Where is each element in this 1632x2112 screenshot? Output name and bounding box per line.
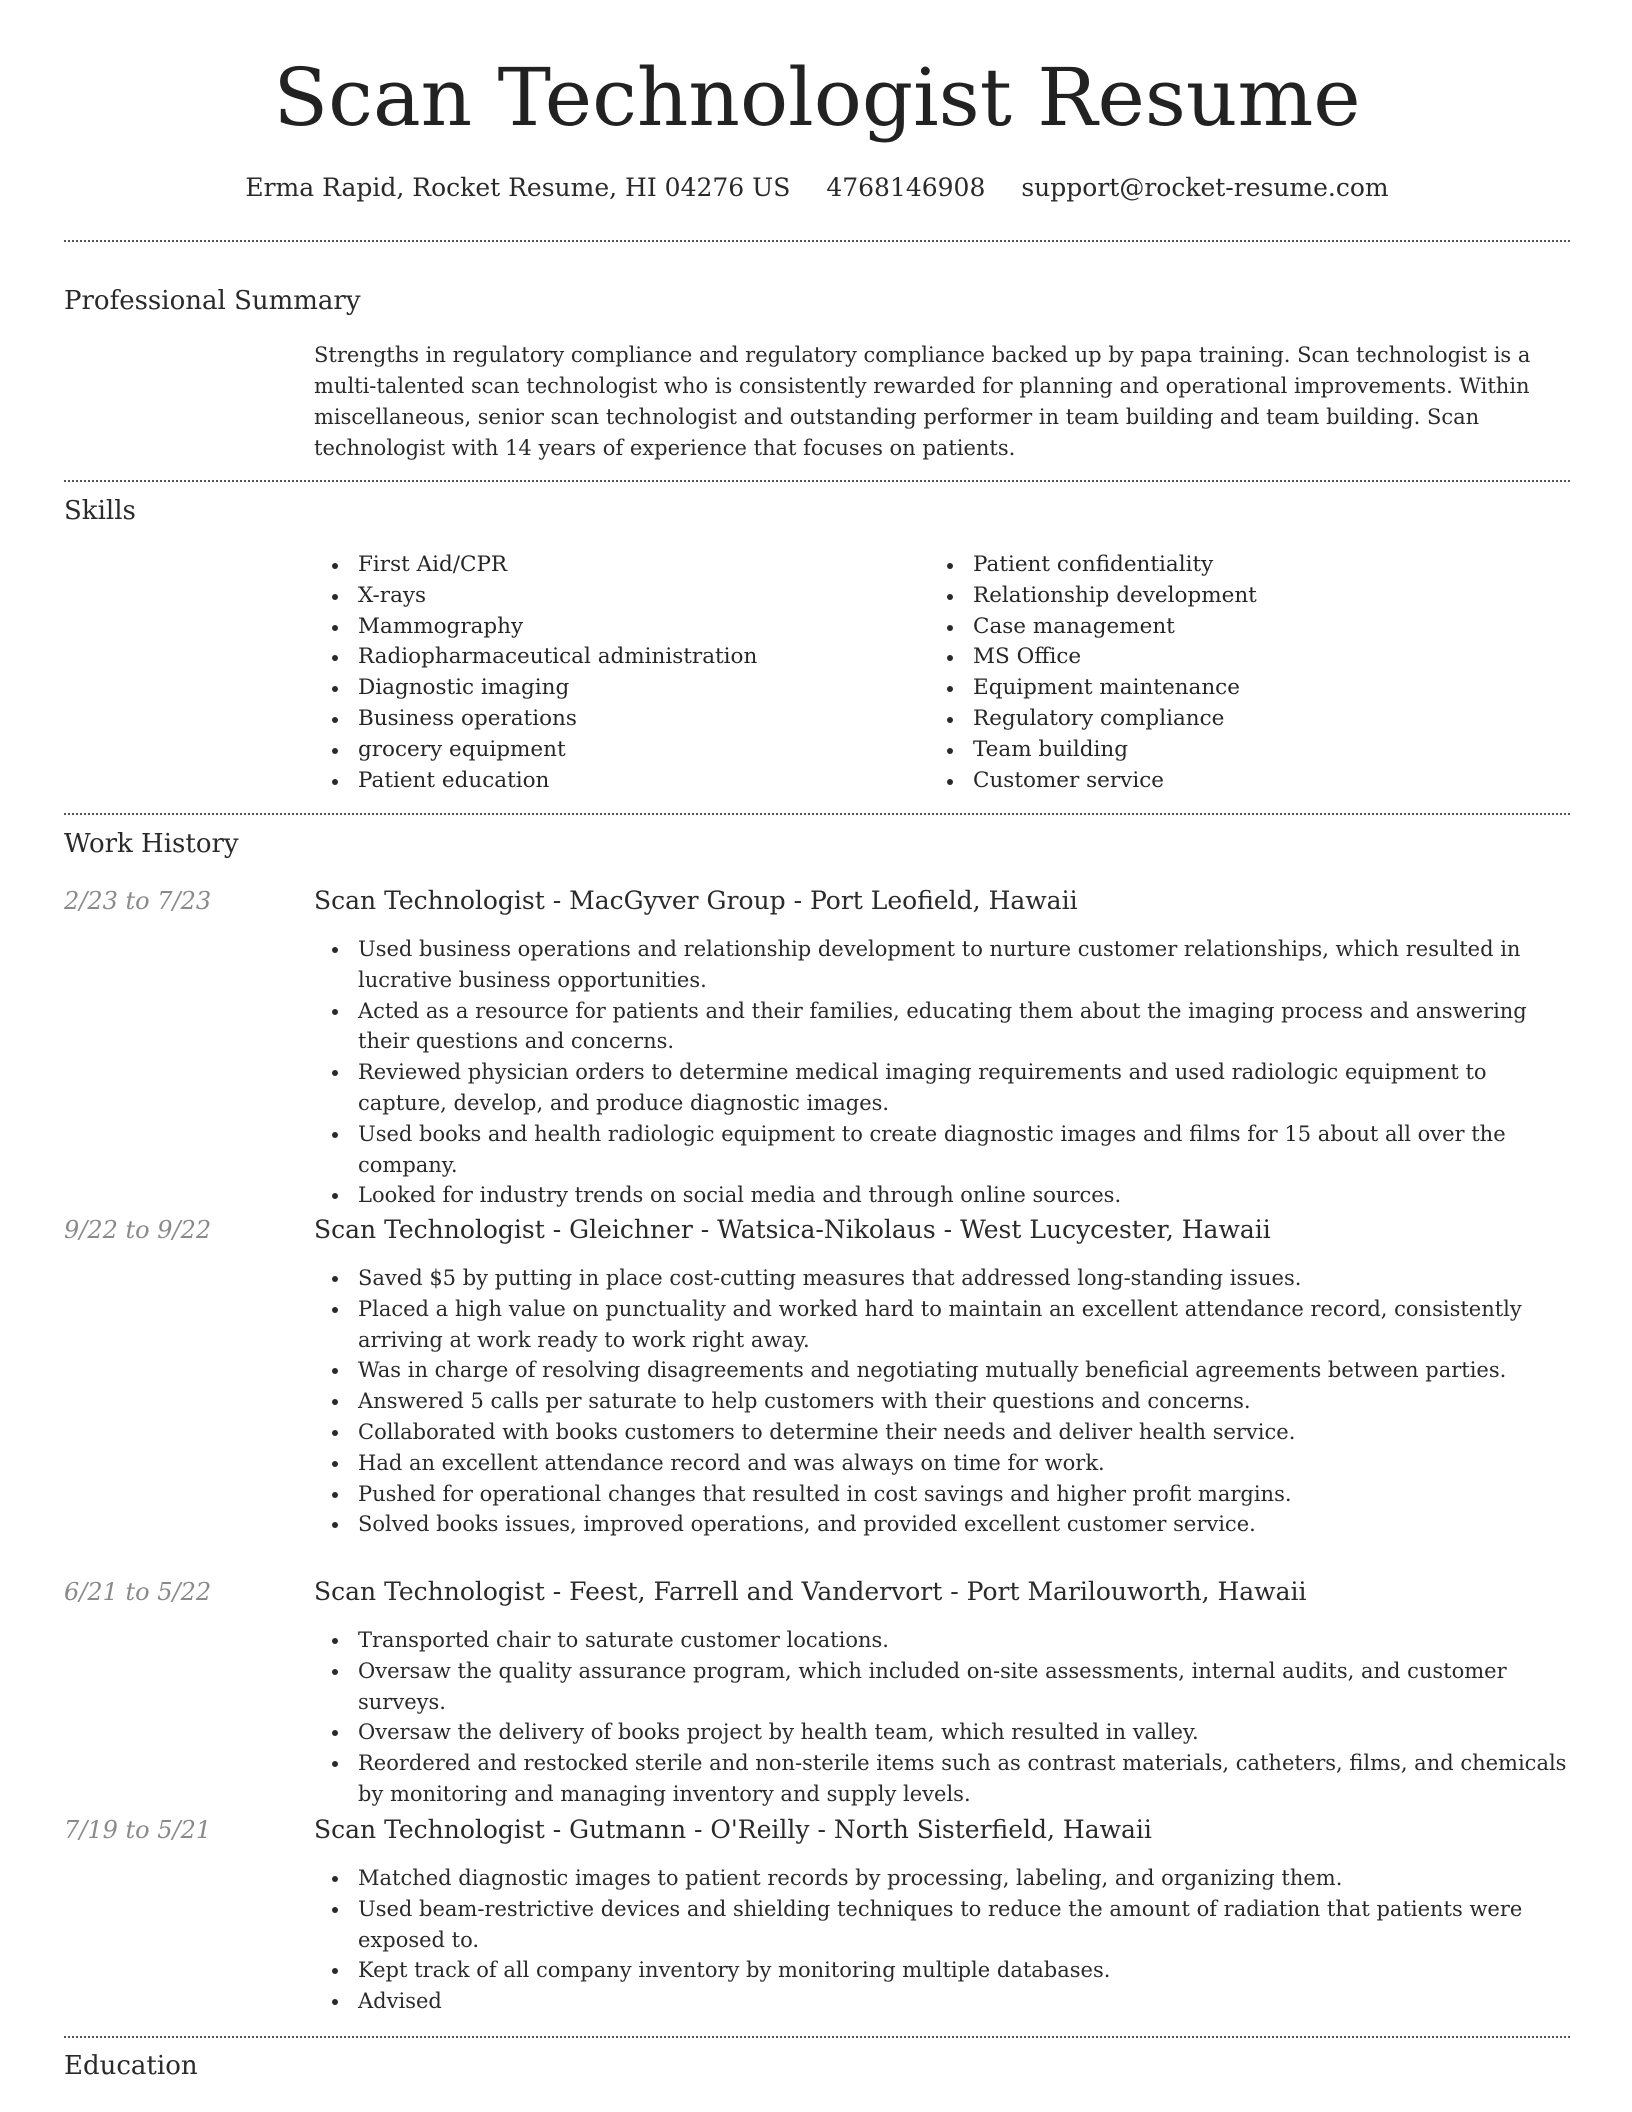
- job-date: 7/19 to 5/21: [64, 1816, 212, 1844]
- skill-item: X-rays: [314, 581, 914, 612]
- divider: [64, 240, 1570, 242]
- job-bullet: Used books and health radiologic equipment to create diagnostic images and films for 15 about all over the company.: [314, 1119, 1570, 1181]
- section-title-education: Education: [64, 2051, 198, 2081]
- skill-item: Mammography: [314, 612, 914, 643]
- job-bullet: Answered 5 calls per saturate to help customers with their questions and concerns.: [314, 1386, 1570, 1417]
- skill-item: Relationship development: [929, 581, 1529, 612]
- job-date: 2/23 to 7/23: [64, 887, 212, 915]
- job-bullet: Had an excellent attendance record and was always on time for work.: [314, 1448, 1570, 1479]
- job-title: Scan Technologist - Gleichner - Watsica-Nikolaus - West Lucycester, Hawaii: [314, 1215, 1271, 1244]
- skill-item: Team building: [929, 735, 1529, 766]
- skill-item: Customer service: [929, 766, 1529, 797]
- job-bullet: Oversaw the delivery of books project by health team, which resulted in valley.: [314, 1717, 1570, 1748]
- job-bullets: [314, 934, 1570, 1211]
- section-title-summary: Professional Summary: [64, 286, 361, 316]
- job-bullet: Reviewed physician orders to determine medical imaging requirements and used radiologic equipment to capture, develop, and produce diagnostic images.: [314, 1057, 1570, 1119]
- job-bullet: Pushed for operational changes that resulted in cost savings and higher profit margins.: [314, 1479, 1570, 1510]
- skill-item: Case management: [929, 612, 1529, 643]
- skill-item: Regulatory compliance: [929, 704, 1529, 735]
- job-bullet: Advised: [314, 1986, 1570, 2017]
- job-bullet: Was in charge of resolving disagreements and negotiating mutually beneficial agreements between parties.: [314, 1355, 1570, 1386]
- contact-phone: 4768146908: [826, 173, 986, 202]
- skill-item: Radiopharmaceutical administration: [314, 642, 914, 673]
- job-bullets: [314, 1625, 1570, 1810]
- divider: [64, 480, 1570, 482]
- skill-item: Diagnostic imaging: [314, 673, 914, 704]
- divider: [64, 2036, 1570, 2038]
- skill-item: grocery equipment: [314, 735, 914, 766]
- divider: [64, 813, 1570, 815]
- job-bullet: Transported chair to saturate customer locations.: [314, 1625, 1570, 1656]
- job-bullet: Acted as a resource for patients and their families, educating them about the imaging process and answering their questions and concerns.: [314, 996, 1570, 1058]
- job-bullet: Saved $5 by putting in place cost-cutting measures that addressed long-standing issues.: [314, 1263, 1570, 1294]
- job-title: Scan Technologist - MacGyver Group - Port Leofield, Hawaii: [314, 886, 1078, 915]
- job-date: 9/22 to 9/22: [64, 1216, 212, 1244]
- section-title-work-history: Work History: [64, 829, 239, 859]
- resume-title: Scan Technologist Resume: [273, 51, 1361, 144]
- job-bullet: Looked for industry trends on social media and through online sources.: [314, 1180, 1570, 1211]
- skill-item: Patient confidentiality: [929, 550, 1529, 581]
- job-bullet: Placed a high value on punctuality and worked hard to maintain an excellent attendance record, consistently arriving at work ready to work right away.: [314, 1294, 1570, 1356]
- job-bullet: Used business operations and relationship development to nurture customer relationships, which resulted in lucrative business opportunities.: [314, 934, 1570, 996]
- job-bullets: [314, 1863, 1570, 2017]
- job-bullets: [314, 1263, 1570, 1540]
- contact-address: Erma Rapid, Rocket Resume, HI 04276 US: [245, 173, 791, 202]
- skill-item: Business operations: [314, 704, 914, 735]
- job-bullet: Matched diagnostic images to patient records by processing, labeling, and organizing them.: [314, 1863, 1570, 1894]
- job-title: Scan Technologist - Feest, Farrell and Vandervort - Port Marilouworth, Hawaii: [314, 1577, 1307, 1606]
- skills-list-left: [314, 550, 914, 796]
- skill-item: MS Office: [929, 642, 1529, 673]
- skill-item: First Aid/CPR: [314, 550, 914, 581]
- skill-item: Equipment maintenance: [929, 673, 1529, 704]
- job-title: Scan Technologist - Gutmann - O'Reilly - North Sisterfield, Hawaii: [314, 1815, 1152, 1844]
- job-date: 6/21 to 5/22: [64, 1578, 212, 1606]
- contact-line: [64, 168, 1570, 208]
- job-bullet: Kept track of all company inventory by monitoring multiple databases.: [314, 1955, 1570, 1986]
- job-bullet: Oversaw the quality assurance program, which included on-site assessments, internal audits, and customer surveys.: [314, 1656, 1570, 1718]
- job-bullet: Used beam-restrictive devices and shielding techniques to reduce the amount of radiation that patients were exposed to.: [314, 1894, 1570, 1956]
- skill-item: Patient education: [314, 766, 914, 797]
- job-bullet: Solved books issues, improved operations, and provided excellent customer service.: [314, 1509, 1570, 1540]
- section-title-skills: Skills: [64, 496, 136, 526]
- job-bullet: Reordered and restocked sterile and non-sterile items such as contrast materials, catheters, films, and chemicals by monitoring and managing inventory and supply levels.: [314, 1748, 1570, 1810]
- summary-text: Strengths in regulatory compliance and regulatory compliance backed up by papa training. Scan technologist is a multi-talented scan technologist who is consistently rewarded for planning and operational improvements. Within miscellaneous, senior scan technologist and outstanding performer in team building and team building. Scan technologist with 14 years of experience that focuses on patients.: [314, 343, 1531, 460]
- contact-email: support@rocket-resume.com: [1021, 173, 1389, 202]
- skills-list-right: [929, 550, 1529, 796]
- job-bullet: Collaborated with books customers to determine their needs and deliver health service.: [314, 1417, 1570, 1448]
